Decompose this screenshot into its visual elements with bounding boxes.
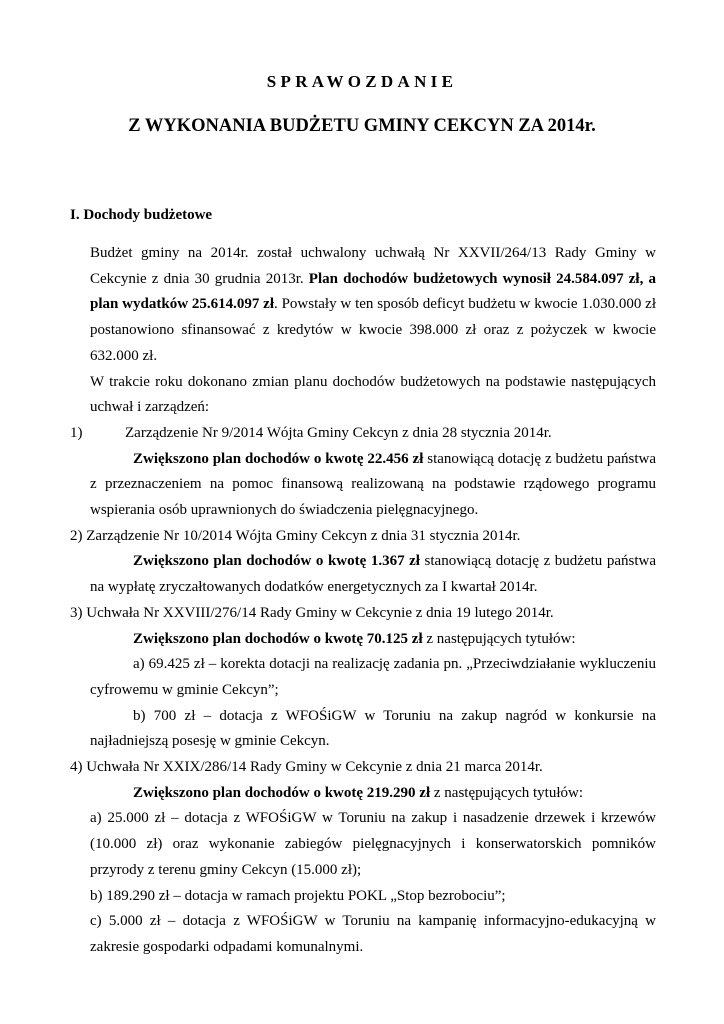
item-4-bold: Zwiększono plan dochodów o kwotę 219.290 zł <box>133 784 431 801</box>
report-title: SPRAWOZDANIE <box>266 72 458 91</box>
intro-plan-bold: Plan dochodów budżetowych wynosił 24.584.097 zł, a plan wydatków 25.614.097 zł <box>90 270 656 313</box>
report-subtitle: Z WYKONANIA BUDŻETU GMINY CEKCYN ZA 2014r. <box>128 116 596 136</box>
item-3-title: 3) Uchwała Nr XXVIII/276/14 Rady Gminy w Cekcynie z dnia 19 lutego 2014r. <box>70 604 554 621</box>
item-1-text: stanowiącą dotację z budżetu państwa z przeznaczeniem na pomoc finansową realizowaną na podstawie rządowego programu wspierania osób uprawnionych do świadczenia pielęgnacyjnego. <box>90 450 656 519</box>
item-4-title: 4) Uchwała Nr XXIX/286/14 Rady Gminy w Cekcynie z dnia 21 marca 2014r. <box>70 759 543 776</box>
item-4-sub-a: a) 25.000 zł – dotacja z WFOŚiGW w Toruniu na zakup i nasadzenie drzewek i krzewów (10.000 zł) oraz wykonanie zabiegów pielęgnacyjnych i konserwatorskich pomników przyrody z terenu gminy Cekcyn (15.000 zł); <box>90 810 656 878</box>
item-3-description <box>70 627 656 653</box>
item-3-text: z następujących tytułów: <box>422 630 576 647</box>
intro-changes-paragraph: W trakcie roku dokonano zmian planu dochodów budżetowych na podstawie następujących uchwał i zarządzeń: <box>90 373 656 416</box>
item-3-bold: Zwiększono plan dochodów o kwotę 70.125 zł <box>133 630 423 647</box>
item-4-description <box>70 781 656 807</box>
section-heading: I. Dochody budżetowe <box>70 207 213 223</box>
item-3-sub-b-text: b) 700 zł – dotacja z WFOŚiGW w Toruniu na zakup nagród w konkursie na najładniejszą posesję w gminie Cekcyn. <box>90 707 656 750</box>
item-1-title <box>70 421 656 447</box>
intro-text: Budżet gminy na 2014r. został uchwalony uchwałą Nr XXVII/264/13 Rady Gminy w Cekcynie z dnia 30 grudnia 2013r. <box>90 245 656 287</box>
item-3-sub-a-text: a) 69.425 zł – korekta dotacji na realizację zadania pn. „Przeciwdziałanie wykluczeniu cyfrowemu w gminie Cekcyn”; <box>90 656 656 698</box>
item-3-sub-b <box>70 704 656 755</box>
intro-text-rest: . Powstały w ten sposób deficyt budżetu w kwocie 1.030.000 zł postanowiono sfinansować z kredytów w kwocie 398.000 zł oraz z pożyczek w kwocie 632.000 zł. <box>90 296 656 364</box>
intro-paragraph <box>70 241 656 370</box>
item-2-text: stanowiącą dotację z budżetu państwa na wypłatę zryczałtowanych dodatków energetycznych za I kwartał 2014r. <box>90 553 656 596</box>
item-4-text: z następujących tytułów: <box>430 784 583 801</box>
item-1-bold: Zwiększono plan dochodów o kwotę 22.456 zł <box>133 450 424 467</box>
item-2-bold: Zwiększono plan dochodów o kwotę 1.367 zł <box>133 553 420 570</box>
item-1-number: 1) <box>70 424 83 441</box>
item-4-sub-c: c) 5.000 zł – dotacja z WFOŚiGW w Toruniu na kampanię informacyjno-edukacyjną w zakresie gospodarki odpadami komunalnymi. <box>90 913 656 955</box>
item-1-title-text: Zarządzenie Nr 9/2014 Wójta Gminy Cekcyn z dnia 28 stycznia 2014r. <box>125 424 552 441</box>
item-3-sub-a <box>70 652 656 703</box>
item-1-description <box>70 447 656 524</box>
item-2-description <box>70 549 656 600</box>
document-body <box>70 241 656 961</box>
item-4-sub-b: b) 189.290 zł – dotacja w ramach projektu POKL „Stop bezrobociu”; <box>90 887 506 904</box>
item-2-title: 2) Zarządzenie Nr 10/2014 Wójta Gminy Cekcyn z dnia 31 stycznia 2014r. <box>70 527 521 544</box>
